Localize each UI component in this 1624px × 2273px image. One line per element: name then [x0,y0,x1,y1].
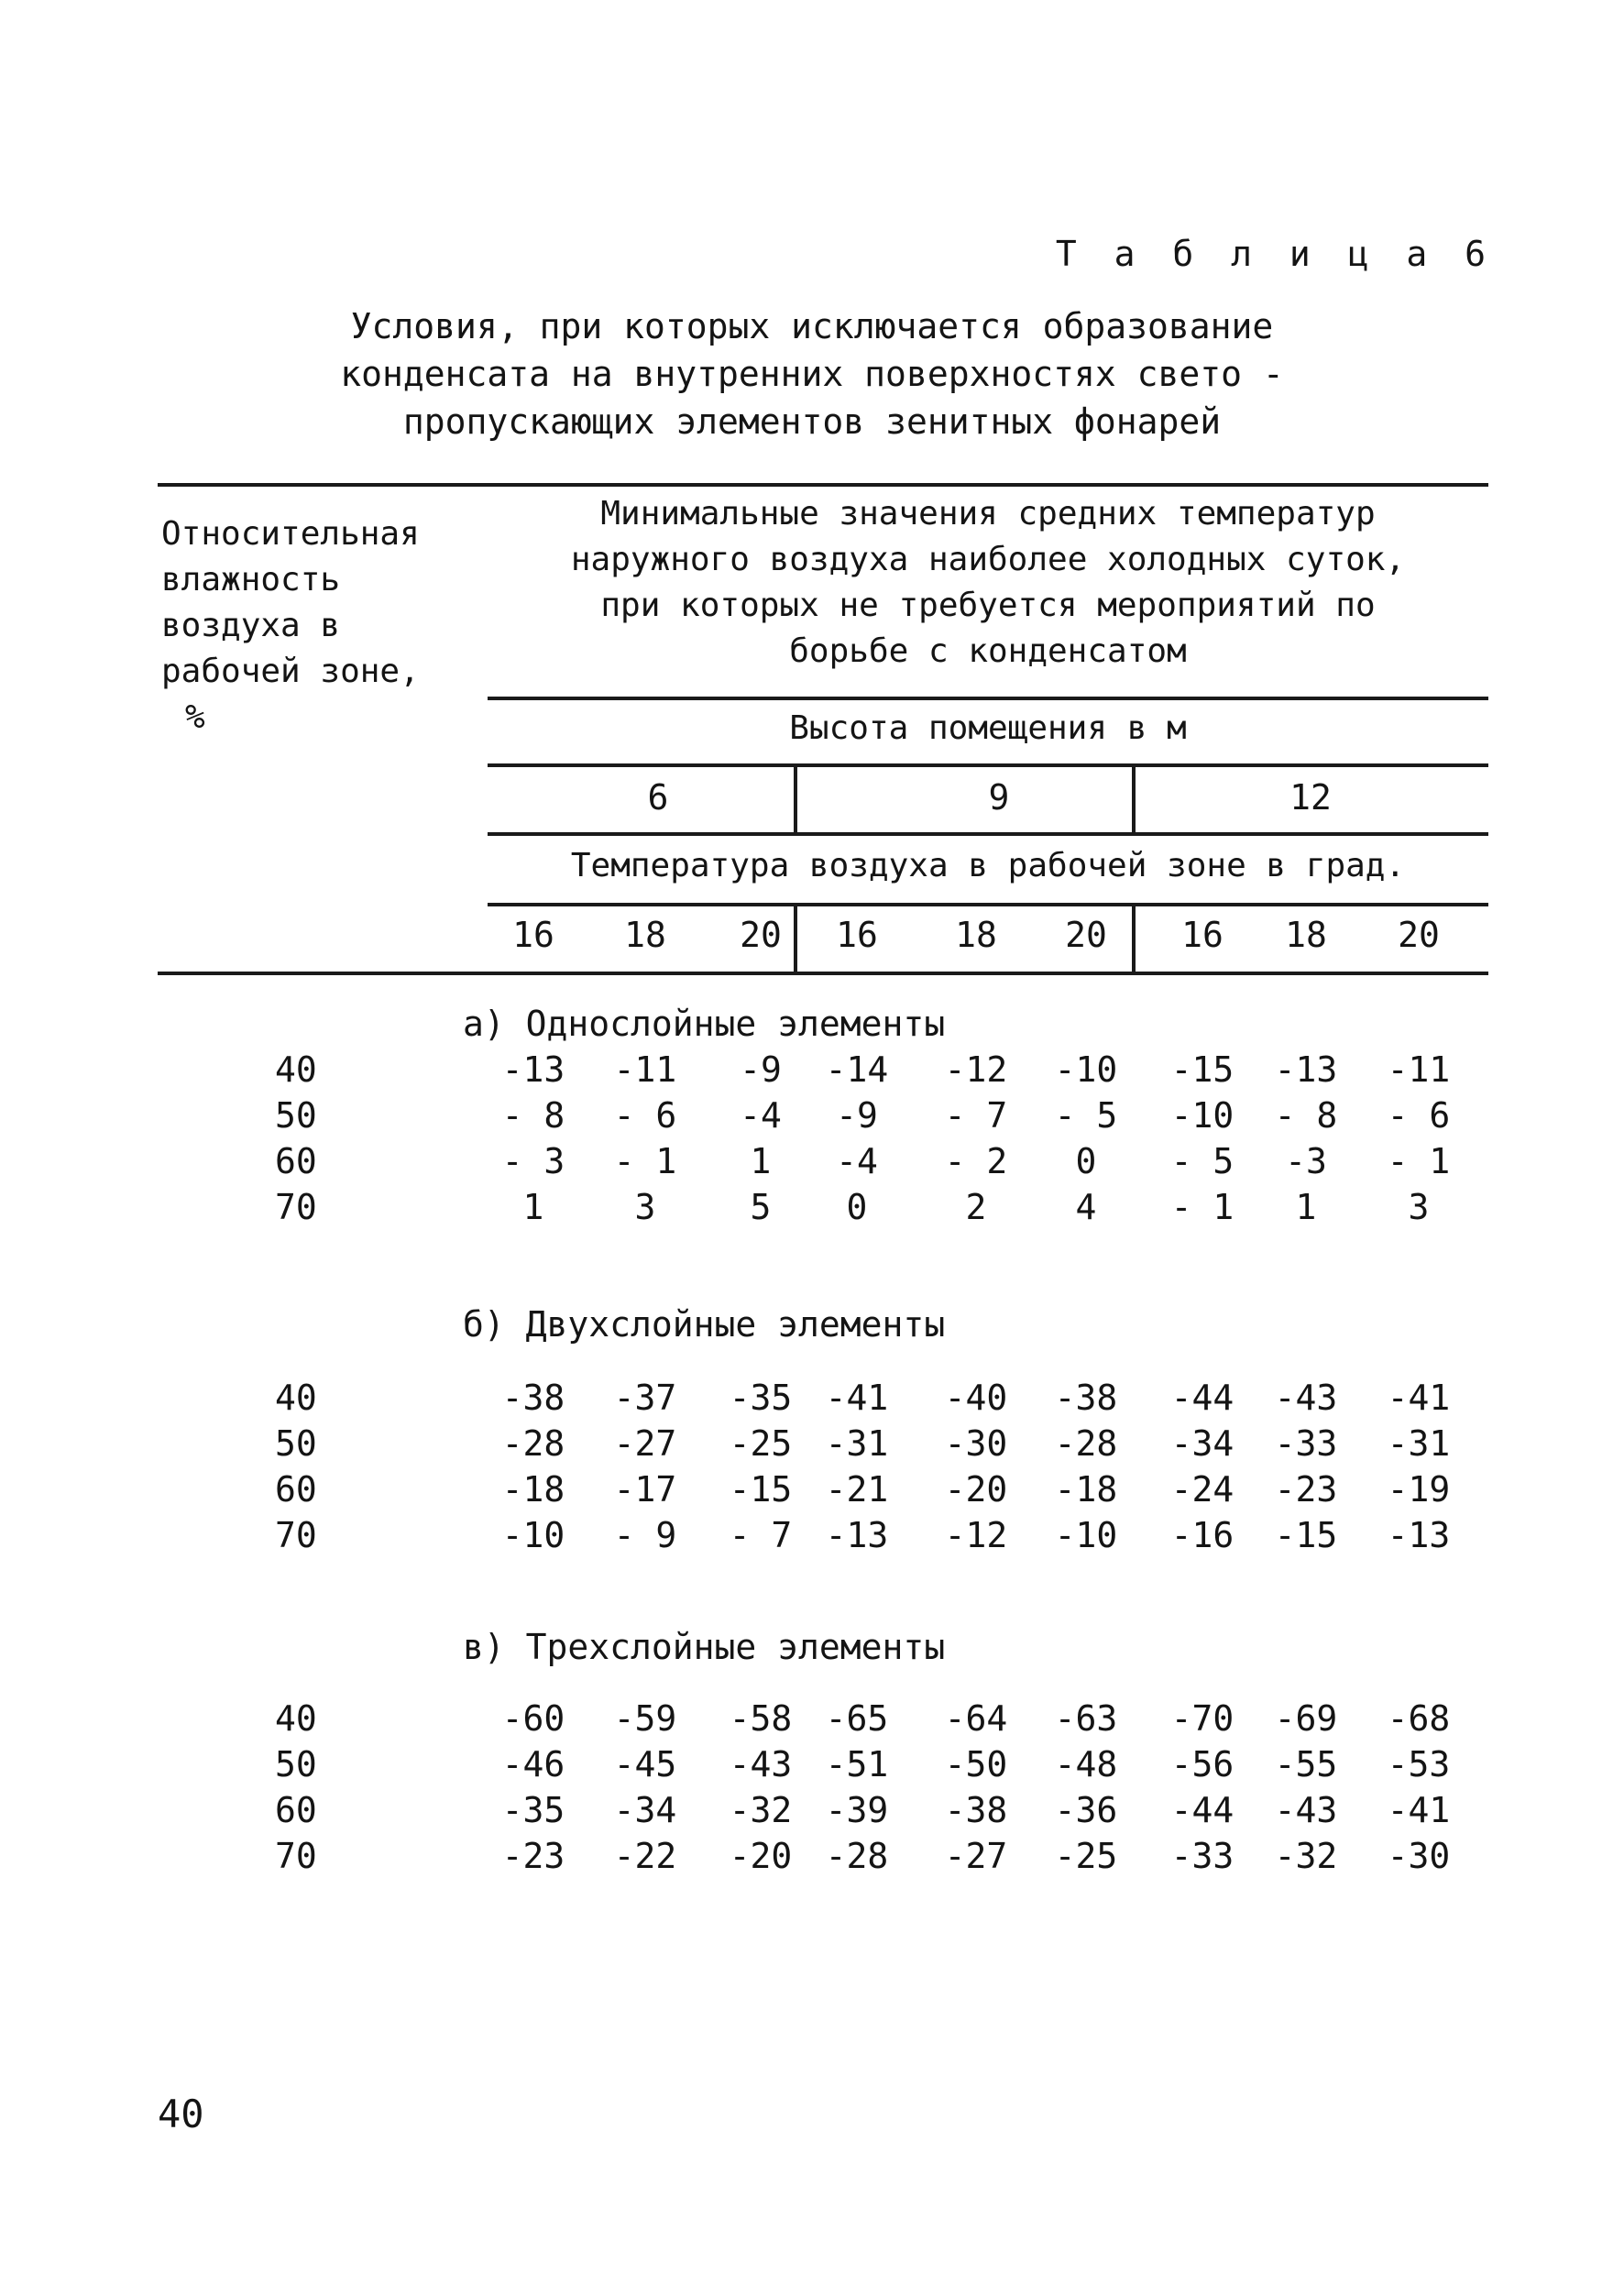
table-label: Т а б л и ц а 6 [1055,234,1494,274]
humidity-value: 70 [275,1187,317,1227]
height-divider-1 [794,763,797,832]
temp-divider-2 [1132,903,1136,973]
humidity-value: 50 [275,1423,317,1464]
main-header-line: Минимальные значения средних температур [600,495,1376,533]
temp-divider-1 [794,903,797,973]
humidity-header-line: воздуха в [161,607,341,644]
title-line-1: Условия, при которых исключается образование [350,306,1274,346]
humidity-value: 60 [275,1141,317,1181]
section-title: в) Трехслойные элементы [463,1627,946,1667]
humidity-value: 40 [275,1378,317,1418]
humidity-column-header [161,511,420,741]
header-rule-2 [488,763,1488,767]
main-header-line: наружного воздуха наиболее холодных суток, [570,541,1406,578]
humidity-header-line: % [185,698,205,736]
humidity-value: 50 [275,1095,317,1136]
height-divider-2 [1132,763,1136,832]
header-bottom-rule [158,972,1488,975]
humidity-value: 60 [275,1469,317,1510]
humidity-value: 60 [275,1790,317,1830]
humidity-header-line: влажность [161,561,341,598]
height-header: Высота помещения в м [789,709,1187,747]
page-number: 40 [158,2092,204,2136]
humidity-header-line: рабочей зоне, [161,653,420,690]
header-rule-3 [488,832,1488,836]
section-title: б) Двухслойные элементы [463,1304,946,1345]
humidity-value: 40 [275,1049,317,1090]
humidity-value: 40 [275,1698,317,1739]
header-rule-1 [488,697,1488,700]
title-line-2: конденсата на внутренних поверхностях свето - [340,354,1284,394]
humidity-value: 70 [275,1515,317,1555]
humidity-value: 50 [275,1744,317,1784]
title-line-3: пропускающих элементов зенитных фонарей [402,401,1222,442]
humidity-header-line: Относительная [161,515,420,553]
humidity-value: 70 [275,1836,317,1876]
temperature-header: Температура воздуха в рабочей зоне в град. [570,847,1406,884]
main-header-line: борьбе с конденсатом [789,632,1187,670]
main-header-line: при которых не требуется мероприятий по [600,587,1376,624]
main-column-header [488,491,1488,675]
header-rule-4 [488,903,1488,906]
section-title: а) Однослойные элементы [463,1004,946,1044]
table-top-rule [158,483,1488,487]
